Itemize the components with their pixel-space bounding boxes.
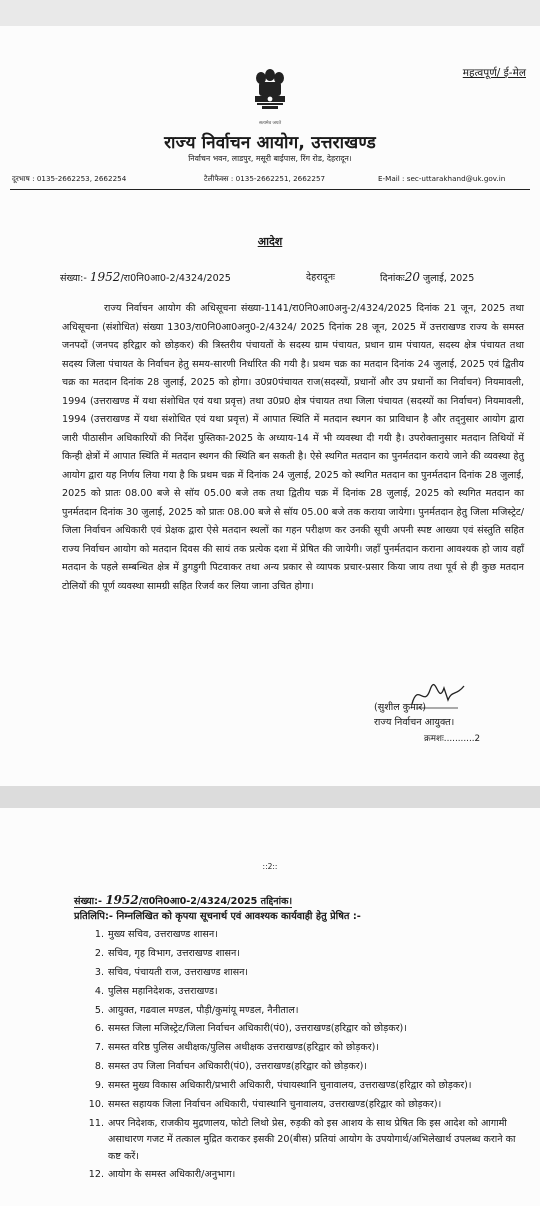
commission-address: निर्वाचन भवन, लाडपुर, मसूरी बाईपास, रिंग रोड, देहरादून। <box>188 154 352 163</box>
continued-marker: क्रमशः...........2 <box>424 734 481 744</box>
handwritten-signature-icon <box>408 678 468 712</box>
recipient-item <box>94 1059 528 1075</box>
recipient-item <box>88 1097 528 1113</box>
priority-tag: महत्वपूर्ण/ ई-मेल <box>462 67 526 79</box>
recipient-item <box>94 1040 528 1056</box>
copy-to-line: प्रतिलिपि:- निम्नलिखित को कृपया सूचनार्थ एवं आवश्यक कार्यवाही हेतु प्रेषित :- <box>74 911 361 922</box>
recipient-item <box>94 965 528 981</box>
recipient-item <box>94 1078 528 1094</box>
recipient-number: 5. <box>94 1004 104 1016</box>
recipient-text: पुलिस महानिदेशक, उत्तराखण्ड। <box>108 985 218 997</box>
reference-label: संख्या:- <box>60 273 87 284</box>
top-strip <box>0 0 540 26</box>
recipient-number: 12. <box>88 1169 104 1181</box>
recipient-number: 8. <box>94 1061 104 1073</box>
recipient-number: 3. <box>94 966 104 978</box>
recipient-number: 11. <box>88 1117 104 1129</box>
order-place: देहरादूनः <box>306 272 335 283</box>
recipient-number: 4. <box>94 985 104 997</box>
recipient-item <box>94 1021 528 1037</box>
page-gap <box>0 786 540 808</box>
page-number: ::2:: <box>262 862 278 871</box>
recipient-text: आयोग के समस्त अधिकारी/अनुभाग। <box>108 1169 236 1181</box>
recipient-item <box>88 1167 528 1183</box>
reference-handwritten-number: 1952 <box>89 270 121 284</box>
order-title: आदेश <box>257 235 283 248</box>
recipient-item <box>94 1003 528 1019</box>
emblem-motto: सत्यमेव जयते <box>258 121 282 126</box>
fax-numbers: टैलीफैक्स : 0135-2662251, 2662257 <box>204 174 326 183</box>
date-label: दिनांकः <box>380 273 405 284</box>
recipient-item <box>94 946 528 962</box>
copy-reference <box>74 893 292 907</box>
recipient-text: सचिव, गृह विभाग, उत्तराखण्ड शासन। <box>108 947 240 959</box>
email-address: E-Mail : sec-uttarakhand@uk.gov.in <box>378 174 506 183</box>
order-date <box>380 270 474 284</box>
phone-numbers: दूरभाष : 0135-2662253, 2662254 <box>12 174 127 183</box>
recipient-number: 2. <box>94 947 104 959</box>
signature-block <box>374 700 454 730</box>
order-body-paragraph: राज्य निर्वाचन आयोग की अधिसूचना संख्या-1141/रा0नि0आ0अनु-2/4324/2025 दिनांक 21 जून, 2025 तथा अधिसूचना (संशोधित) संख्या 1303/रा0नि0आ0अनु0-2/4324/ 2025 दिनांक 28 जून, 2025 में उत्तराखण्ड राज्य के समस्त जनपदों (जनपद हरिद्वार को छोड़कर) की त्रिस्तरीय पंचायतों के सदस्य ग्राम पंचायत, प्रधान ग्राम पंचायत, सदस्य क्षेत्र पंचायत तथा सदस्य जिला पंचायत के निर्वाचन हेतु समय-सारणी निर्धारित की गयी है। प्रथम चक्र का मतदान दिनांक 24 जुलाई, 2025 एवं द्वितीय चक्र का मतदान दिनांक 28 जुलाई, 2025 को होगा। उ0प्र0पंचायत राज(सदस्यों, प्रधानों और उप प्रधानों का निर्वाचन) नियमावली, 1994 (उत्तराखण्ड में यथा संशोधित एवं यथा प्रवृत्त) तथा उ0प्र0 क्षेत्र पंचायत तथा जिला पंचायत (सदस्यों का निर्वाचन) नियमावली, 1994 (उत्तराखण्ड में यथा संशोधित एवं यथा प्रवृत्त) में आपात स्थिति में मतदान स्थगन का प्राविधान है और तद्नुसार आयोग द्वारा जारी पीठासीन अधिकारियों की निर्देश पुस्तिका-2025 के अध्याय-14 में भी व्यवस्था दी गयी है। उपरोक्तानुसार मतदान तिथियों में किन्ही क्षेत्रों में आपात स्थिति में मतदान स्थगन की स्थिति बन सकती है। ऐसे स्थगित मतदान का पुनर्मतदान कराये जाने की व्यवस्था हेतु आयोग द्वारा यह निर्णय लिया गया है कि प्रथम चक्र में दिनांक 24 जुलाई, 2025 को स्थगित मतदान का पुनर्मतदान दिनांक 28 जुलाई, 2025 को प्रातः 08.00 बजे से सॉय 05.00 बजे तक तथा द्वितीय चक्र में दिनांक 28 जुलाई, 2025 को स्थगित मतदान का पुनर्मतदान दिनांक 30 जुलाई, 2025 को प्रातः 08.00 बजे से सॉय 05.00 बजे तक कराया जायेगा। पुनर्मतदान हेतु जिला मजिस्ट्रेट/जिला निर्वाचन अधिकारी एवं प्रेक्षक द्वारा ऐसे मतदान स्थलों का गहन परीक्षण कर उनकी सूची अपनी स्पष्ट आख्या एवं संस्तुति सहित राज्य निर्वाचन आयोग को मतदान दिवस की सायं तक प्रत्येक दशा में प्रेषित की जायेगी। जहाँ पुनर्मतदान कराना आवश्यक हो जाय वहाँ मतदान के पहले सम्बन्धित क्षेत्र में डुगडुगी पिटवाकर तथा अन्य प्रकार से व्यापक प्रचार-प्रसार किया जाय तथा पूर्व से ही कुछ मतदान टोलियों की पूर्ण व्यवस्था सामग्री सहित रिजर्व कर लिया जाना उचित होगा। <box>62 303 524 592</box>
header-divider <box>10 189 530 190</box>
recipient-item <box>94 927 528 943</box>
recipient-text: समस्त सहायक जिला निर्वाचन अधिकारी, पंचास्थानि चुनावालय, उत्तराखण्ड(हरिद्वार को छोड़कर)। <box>108 1099 442 1111</box>
recipient-list <box>88 927 528 1186</box>
signatory-designation: राज्य निर्वाचन आयुक्त। <box>374 717 455 728</box>
recipient-number: 1. <box>94 929 104 940</box>
recipient-number: 7. <box>94 1042 104 1054</box>
recipient-text: समस्त मुख्य विकास अधिकारी/प्रभारी अधिकारी, पंचायस्थानि चुनावालय, उत्तराखण्ड(हरिद्वार को छोड़कर)। <box>108 1080 472 1092</box>
date-handwritten-day: 20 <box>404 270 420 284</box>
copy-reference-handwritten-number: 1952 <box>105 893 139 907</box>
recipient-number: 6. <box>94 1023 104 1035</box>
recipient-text: आयुक्त, गढवाल मण्डल, पौड़ी/कुमांयू मण्डल, नैनीताल। <box>108 1004 299 1016</box>
recipient-text: समस्त उप जिला निर्वाचन अधिकारी(पं0), उत्तराखण्ड(हरिद्वार को छोड़कर)। <box>108 1061 368 1073</box>
recipient-text: समस्त वरिष्ठ पुलिस अधीक्षक/पुलिस अधीक्षक उत्तराखण्ड(हरिद्वार को छोड़कर)। <box>108 1042 380 1054</box>
reference-code: /रा0नि0आ0-2/4324/2025 <box>120 273 231 284</box>
recipient-text: अपर निदेशक, राजकीय मुद्रणालय, फोटो लिथो प्रेस, रुड़की को इस आशय के साथ प्रेषित कि इस आदेश को आगामी असाधारण गजट में तत्काल मुद्रित कराकर इसकी 20(बीस) प्रतियां आयोग के उपयोगार्थ/अभिलेखार्थ उपलब्ध कराने का कष्ट करें। <box>108 1117 516 1162</box>
copy-reference-code: /रा0नि0आ0-2/4324/2025 तद्दिनांक। <box>138 896 293 907</box>
commission-title: राज्य निर्वाचन आयोग, उत्तराखण्ड <box>164 133 376 153</box>
recipient-number: 10. <box>88 1099 104 1111</box>
national-emblem-icon <box>250 66 290 122</box>
recipient-text: मुख्य सचिव, उत्तराखण्ड शासन। <box>108 929 218 940</box>
copy-reference-label: संख्या:- <box>74 896 102 907</box>
recipient-item <box>94 984 528 1000</box>
recipient-text: सचिव, पंचायती राज, उत्तराखण्ड शासन। <box>108 966 249 978</box>
recipient-item <box>88 1116 528 1165</box>
signatory-name: (सुशील कुमार) <box>374 702 427 713</box>
date-month-year: जुलाई, 2025 <box>423 273 475 284</box>
recipient-number: 9. <box>94 1080 104 1092</box>
order-reference <box>60 270 231 284</box>
recipient-text: समस्त जिला मजिस्ट्रेट/जिला निर्वाचन अधिकारी(पं0), उत्तराखण्ड(हरिद्वार को छोड़कर)। <box>108 1023 407 1035</box>
